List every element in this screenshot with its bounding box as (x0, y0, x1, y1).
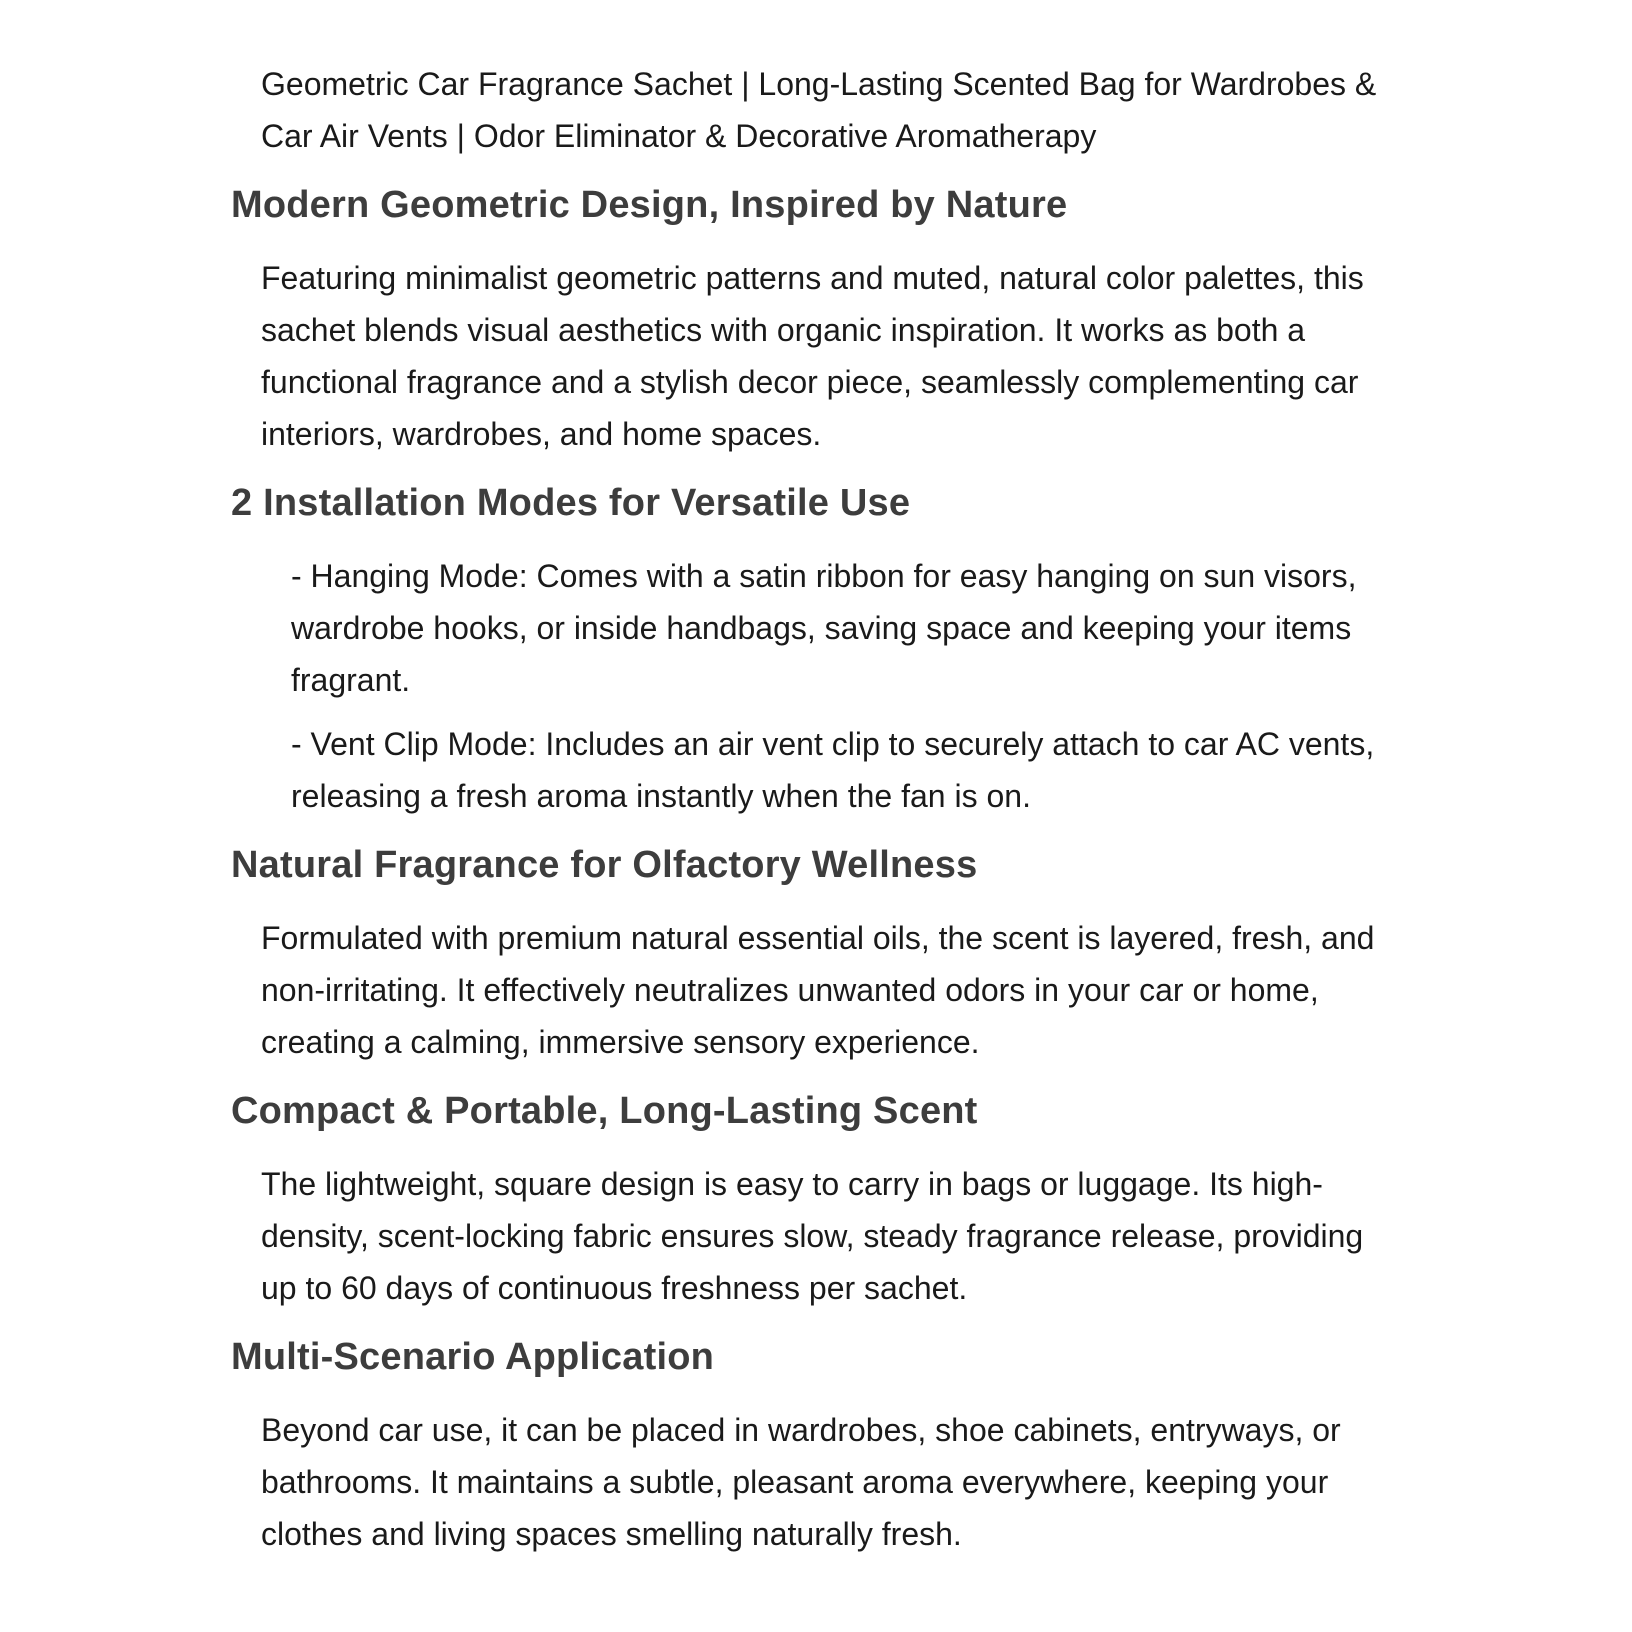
section-heading-4: Multi-Scenario Application (231, 1336, 715, 1378)
section-heading-0: Modern Geometric Design, Inspired by Nature (231, 184, 1068, 226)
section-paragraph-3-0: The lightweight, square design is easy to carry in bags or luggage. Its high-density, scent-locking fabric ensures slow, steady fragrance release, providing up to 60 days of continuous freshness per sachet. (261, 1166, 1364, 1306)
section-heading-2: Natural Fragrance for Olfactory Wellness (231, 844, 978, 886)
section-paragraph-1-0: - Hanging Mode: Comes with a satin ribbon for easy hanging on sun visors, wardrobe hooks, or inside handbags, saving space and keeping your items fragrant. (291, 558, 1357, 698)
section-paragraph-2-0: Formulated with premium natural essential oils, the scent is layered, fresh, and non-irritating. It effectively neutralizes unwanted odors in your car or home, creating a calming, immersive sensory experience. (261, 920, 1375, 1060)
sections-container (231, 182, 1404, 1560)
section-heading-1: 2 Installation Modes for Versatile Use (231, 482, 911, 524)
product-title-paragraph: Geometric Car Fragrance Sachet | Long-Lasting Scented Bag for Wardrobes & Car Air Vents | Odor Eliminator & Decorative Aromatherapy (261, 66, 1377, 154)
section-paragraph-1-1: - Vent Clip Mode: Includes an air vent clip to securely attach to car AC vents, releasing a fresh aroma instantly when the fan is on. (291, 726, 1375, 814)
section-heading-3: Compact & Portable, Long-Lasting Scent (231, 1090, 978, 1132)
section-paragraph-4-0: Beyond car use, it can be placed in wardrobes, shoe cabinets, entryways, or bathrooms. It maintains a subtle, pleasant aroma everywhere, keeping your clothes and living spaces smelling naturally fresh. (261, 1412, 1341, 1552)
section-paragraph-0-0: Featuring minimalist geometric patterns and muted, natural color palettes, this sachet blends visual aesthetics with organic inspiration. It works as both a functional fragrance and a stylish decor piece, seamlessly complementing car interiors, wardrobes, and home spaces. (261, 260, 1364, 452)
